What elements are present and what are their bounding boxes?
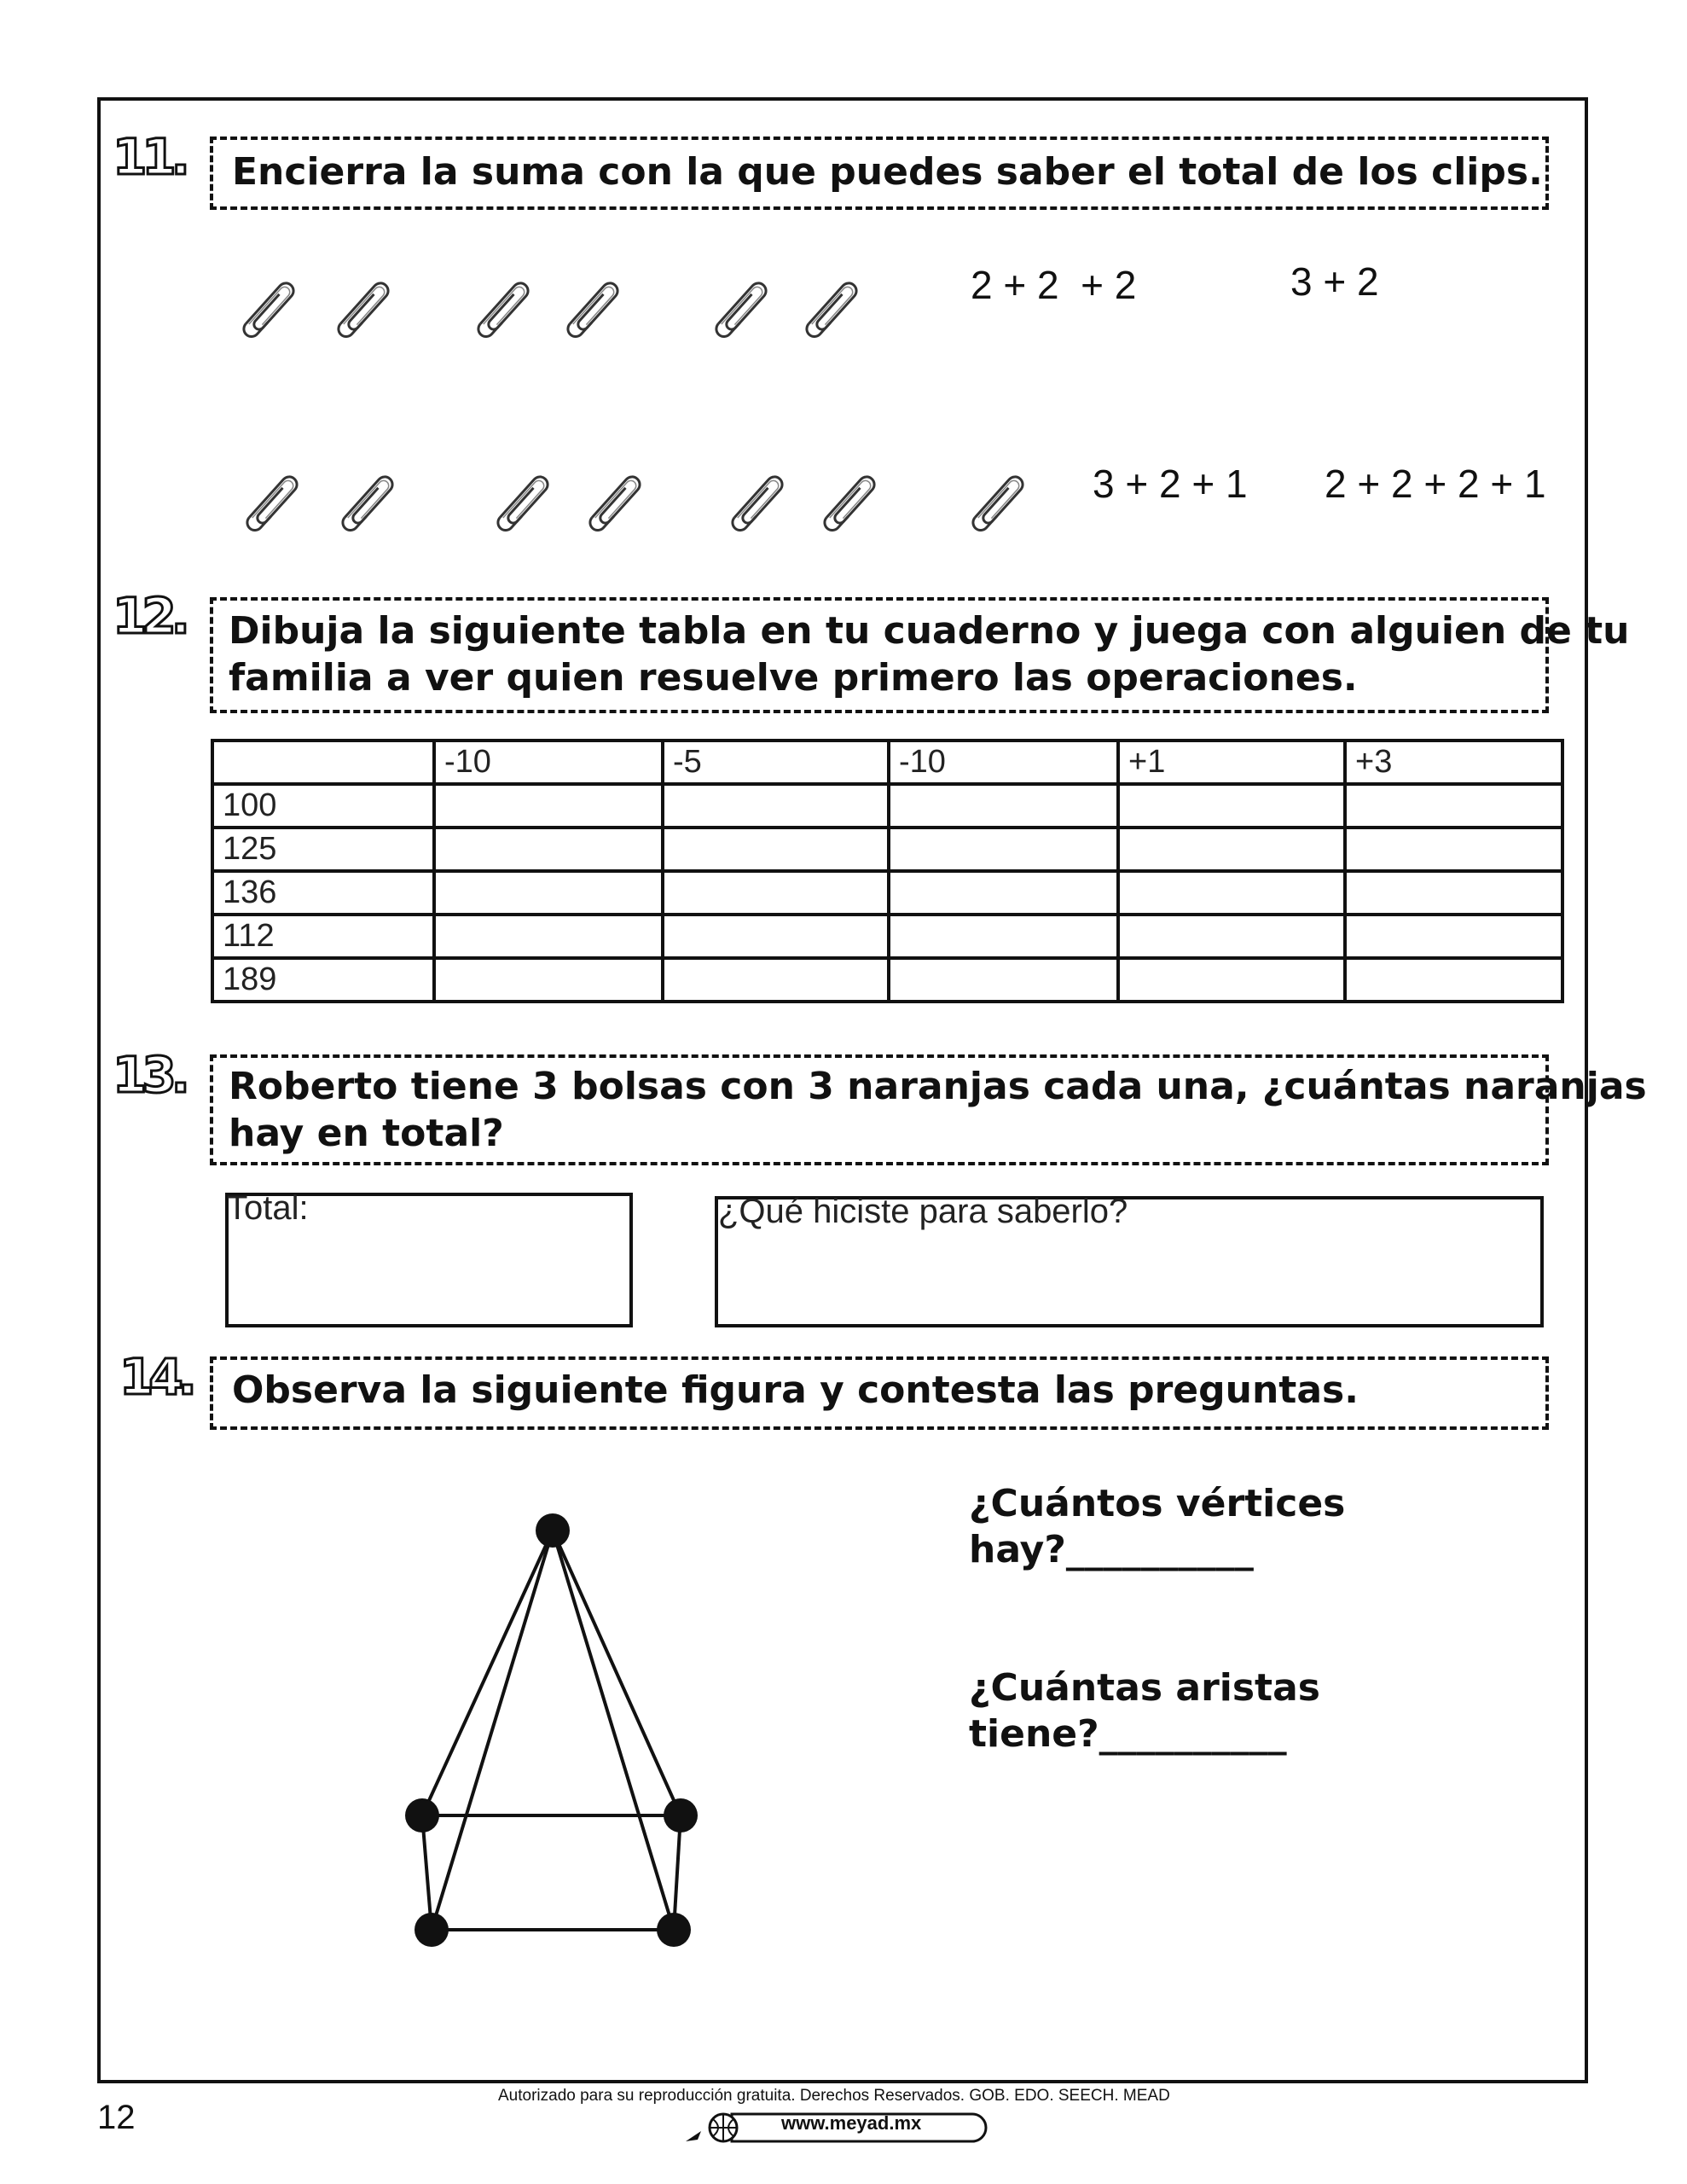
answer-cell[interactable] [434,828,663,871]
q11-number: 11. [113,128,185,186]
answer-cell[interactable] [1118,958,1345,1002]
answer-cell[interactable] [889,871,1118,915]
answer-cell[interactable] [889,915,1118,958]
q13-number: 13. [113,1046,185,1104]
q13-prompt-line1: Roberto tiene 3 bolsas con 3 naranjas cada una, ¿cuántas naranjas [229,1065,1647,1108]
table-row-label: 136 [212,871,434,915]
answer-cell[interactable] [663,871,889,915]
q14-number: 14. [119,1348,192,1406]
paper-clip-icon [327,270,403,351]
answer-cell[interactable] [663,915,889,958]
footer-notice: Autorizado para su reproducción gratuita. Derechos Reservados. GOB. EDO. SEECH. MEAD [498,2087,1170,2105]
table-row [212,784,1562,828]
total-label: Total: [227,1189,309,1227]
paper-clip-icon [235,463,312,544]
q14-vertices-question-line1: ¿Cuántos vértices [969,1482,1346,1525]
q11-option-3-2-1[interactable]: 3 + 2 + 1 [1093,462,1248,506]
table-row-label: 189 [212,958,434,1002]
answer-cell[interactable] [1345,958,1562,1002]
answer-cell[interactable] [1345,784,1562,828]
table-header-cell: +1 [1118,741,1345,784]
table-row [212,871,1562,915]
q11-option-2-2-2[interactable]: 2 + 2 + 2 [971,263,1137,307]
table-row [212,958,1562,1002]
answer-cell[interactable] [1118,915,1345,958]
table-header-row [212,741,1562,784]
vertex-base [405,1798,439,1833]
q11-option-2-2-2-1[interactable]: 2 + 2 + 2 + 1 [1325,462,1546,506]
answer-cell[interactable] [1118,784,1345,828]
paper-clip-icon [795,270,872,351]
cursor-arrow-icon [686,2131,701,2141]
paper-clip-icon [961,463,1038,544]
paper-clip-icon [556,270,633,351]
paper-clip-icon [813,463,890,544]
paper-clip-icon [721,463,797,544]
q11-prompt: Encierra la suma con la que puedes saber el total de los clips. [232,150,1543,194]
q12-prompt-line1: Dibuja la siguiente tabla en tu cuaderno y juega con alguien de tu [229,609,1630,653]
table-row-label: 125 [212,828,434,871]
answer-cell[interactable] [889,784,1118,828]
q12-prompt-line2: familia a ver quien resuelve primero las operaciones. [229,656,1358,700]
table-row [212,828,1562,871]
operations-table [211,739,1564,1003]
q11-option-3-2[interactable]: 3 + 2 [1290,259,1379,304]
q12-number: 12. [113,587,185,645]
q14-vertices-question-line2[interactable]: hay?__________ [969,1528,1254,1571]
answer-cell[interactable] [434,958,663,1002]
answer-cell[interactable] [663,828,889,871]
q14-aristas-question-line1: ¿Cuántas aristas [969,1666,1320,1710]
answer-cell[interactable] [663,784,889,828]
q14-aristas-question-line2[interactable]: tiene?__________ [969,1712,1287,1756]
table-row [212,915,1562,958]
q13-prompt-line2: hay en total? [229,1112,504,1155]
answer-cell[interactable] [1345,871,1562,915]
table-header-cell: +3 [1345,741,1562,784]
q14-prompt: Observa la siguiente figura y contesta las preguntas. [232,1368,1359,1412]
answer-cell[interactable] [663,958,889,1002]
table-header-cell: -10 [889,741,1118,784]
table-header-cell: -10 [434,741,663,784]
paper-clip-icon [331,463,408,544]
vertex-base [657,1913,691,1947]
page-number: 12 [97,2099,136,2136]
method-label: ¿Qué hiciste para saberlo? [718,1193,1128,1230]
paper-clip-icon [467,270,543,351]
answer-cell[interactable] [1118,871,1345,915]
table-header-cell [212,741,434,784]
answer-cell[interactable] [434,871,663,915]
answer-cell[interactable] [889,958,1118,1002]
vertex-apex [536,1513,570,1548]
table-row-label: 100 [212,784,434,828]
vertex-base [415,1913,449,1947]
table-row-label: 112 [212,915,434,958]
answer-cell[interactable] [434,784,663,828]
answer-cell[interactable] [434,915,663,958]
paper-clip-icon [578,463,655,544]
vertex-base [664,1798,698,1833]
table-header-cell: -5 [663,741,889,784]
paper-clip-icon [232,270,309,351]
answer-cell[interactable] [1118,828,1345,871]
answer-cell[interactable] [889,828,1118,871]
answer-cell[interactable] [1345,828,1562,871]
footer-website[interactable]: www.meyad.mx [781,2112,922,2134]
paper-clip-icon [486,463,563,544]
paper-clip-icon [704,270,781,351]
answer-cell[interactable] [1345,915,1562,958]
pyramid-figure [392,1502,733,1962]
